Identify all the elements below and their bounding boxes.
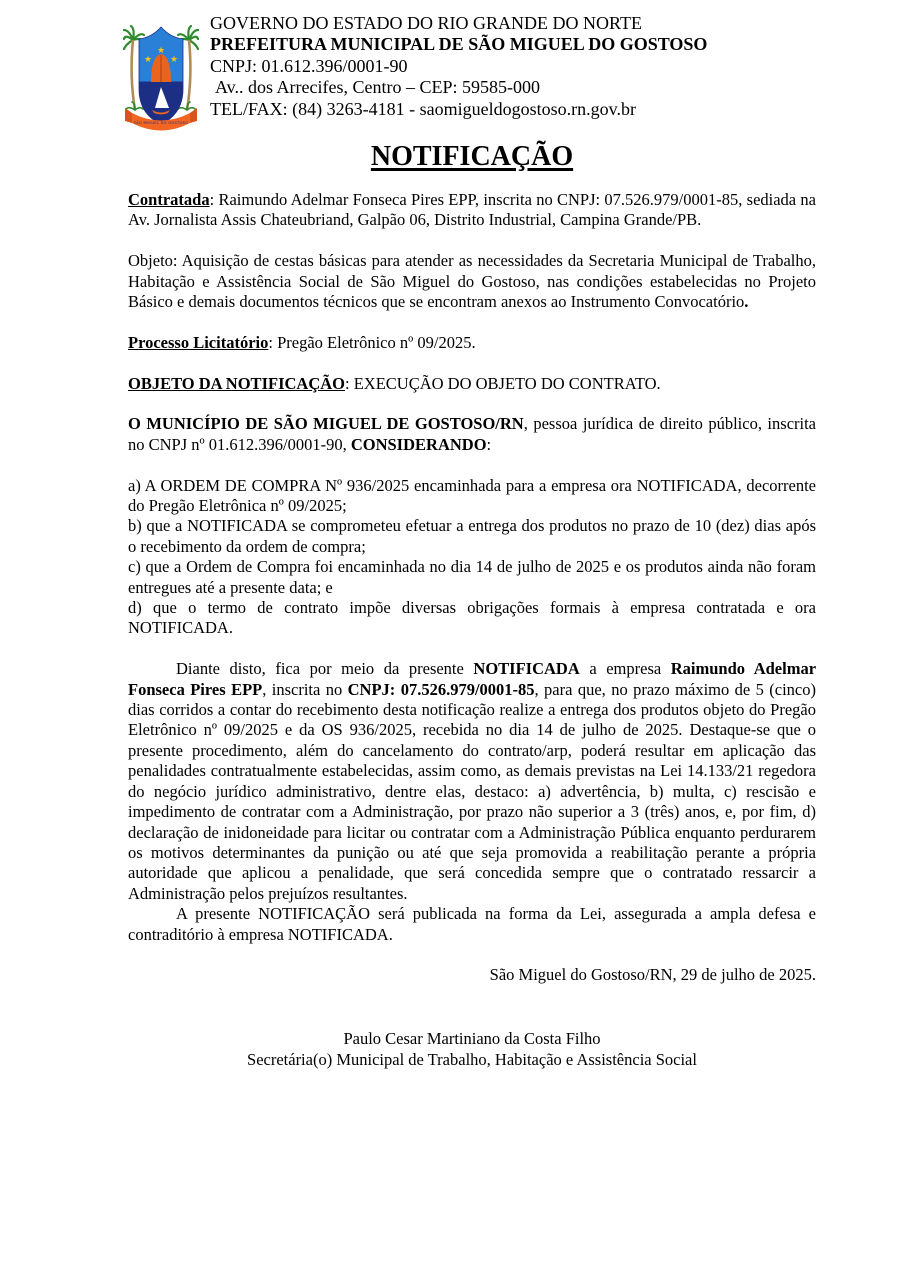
diante-disto-paragraph: Diante disto, fica por meio da presente NOTIFICADA a empresa Raimundo Adelmar Fonseca Pires EPP, inscrita no CNPJ: 07.526.979/0001-85, para que, no prazo máximo de 5 (cinco) dias corridos a contar do recebimento desta notificação realize a entrega dos produtos objeto do Pregão Eletrônico nº 09/2025 e da OS 936/2025, recebida no dia 14 de julho de 2025. Destaque-se que o presente procedimento, além do cancelamento do contrato/arp, poderá resultar em aplicação das penalidades contratualmente estabelecidas, assim como, as demais previstas na Lei 14.133/21 regedora do negócio jurídico administrativo, dentre elas, destaco: a) advertência, b) multa, c) rescisão e impedimento de contratar com a Administração, por prazo não superior a 3 (três) anos, e, por fim, d) declaração de inidoneidade para licitar ou contratar com a Administração Pública enquanto perdurarem os motivos determinantes da punição ou até que seja promovida a reabilitação perante a própria autoridade que aplicou a penalidade, que será concedida sempre que o contratado ressarcir a Administração pelos prejuízos resultantes. [128,659,817,903]
letterhead [210,13,850,120]
objeto-paragraph: Objeto: Aquisição de cestas básicas para atender as necessidades da Secretaria Municipal de Trabalho, Habitação e Assistência Social de São Miguel do Gostoso, nas condições estabelecidas no Projeto Básico e demais documentos técnicos que se encontram anexos ao Instrumento Convocatório. [128,251,816,312]
considerando-item-b: b) que a NOTIFICADA se comprometeu efetuar a entrega dos produtos no prazo de 10 (dez) dias após o recebimento da ordem de compra; [128,516,816,556]
letterhead-government-line: GOVERNO DO ESTADO DO RIO GRANDE DO NORTE [210,13,642,33]
considerando-item-c: c) que a Ordem de Compra foi encaminhada no dia 14 de julho de 2025 e os produtos ainda não foram entregues até a presente data; e [128,557,816,597]
date-place-line: São Miguel do Gostoso/RN, 29 de julho de 2025. [489,965,816,985]
municipio-considerando-paragraph: O MUNICÍPIO DE SÃO MIGUEL DE GOSTOSO/RN, pessoa jurídica de direito público, inscrita no CNPJ nº 01.612.396/0001-90, CONSIDERANDO: [128,414,816,454]
coat-of-arms-icon [123,8,199,138]
processo-licitatorio-paragraph: Processo Licitatório: Pregão Eletrônico nº 09/2025. [128,332,476,352]
publicacao-paragraph: A presente NOTIFICAÇÃO será publicada na forma da Lei, assegurada a ampla defesa e contraditório à empresa NOTIFICADA. [128,904,816,944]
letterhead-contact-line: TEL/FAX: (84) 3263-4181 - saomigueldogostoso.rn.gov.br [210,98,636,119]
letterhead-municipality-line: PREFEITURA MUNICIPAL DE SÃO MIGUEL DO GOSTOSO [210,34,708,55]
document-title: NOTIFICAÇÃO [370,141,574,172]
municipal-coat-of-arms-logo [123,8,199,138]
svg-text:★: ★ [156,46,166,56]
svg-text:★: ★ [169,55,179,65]
objeto-da-notificacao-paragraph: OBJETO DA NOTIFICAÇÃO: EXECUÇÃO DO OBJETO DO CONTRATO. [128,373,661,393]
document-body [128,190,816,945]
letterhead-cnpj-line: CNPJ: 01.612.396/0001-90 [210,55,408,76]
signature-block [128,1028,816,1070]
svg-text:★: ★ [143,55,153,65]
signatory-role: Secretária(o) Municipal de Trabalho, Habitação e Assistência Social [247,1049,697,1069]
contratada-paragraph: Contratada: Raimundo Adelmar Fonseca Pires EPP, inscrita no CNPJ: 07.526.979/0001-85, sediada na Av. Jornalista Assis Chateubriand, Galpão 06, Distrito Industrial, Campina Grande/PB. [128,190,816,230]
document-content [128,141,816,1070]
considerando-item-d: d) que o termo de contrato impõe diversas obrigações formais à empresa contratada e ora NOTIFICADA. [128,598,816,638]
ribbon-text: SÃO MIGUEL DO GOSTOSO [133,121,189,125]
considerando-item-a: a) A ORDEM DE COMPRA Nº 936/2025 encaminhada para a empresa ora NOTIFICADA, decorrente do Pregão Eletrônica nº 09/2025; [128,475,816,516]
letterhead-address-line: Av.. dos Arrecifes, Centro – CEP: 59585-000 [215,77,540,98]
signatory-name: Paulo Cesar Martiniano da Costa Filho [343,1028,601,1048]
